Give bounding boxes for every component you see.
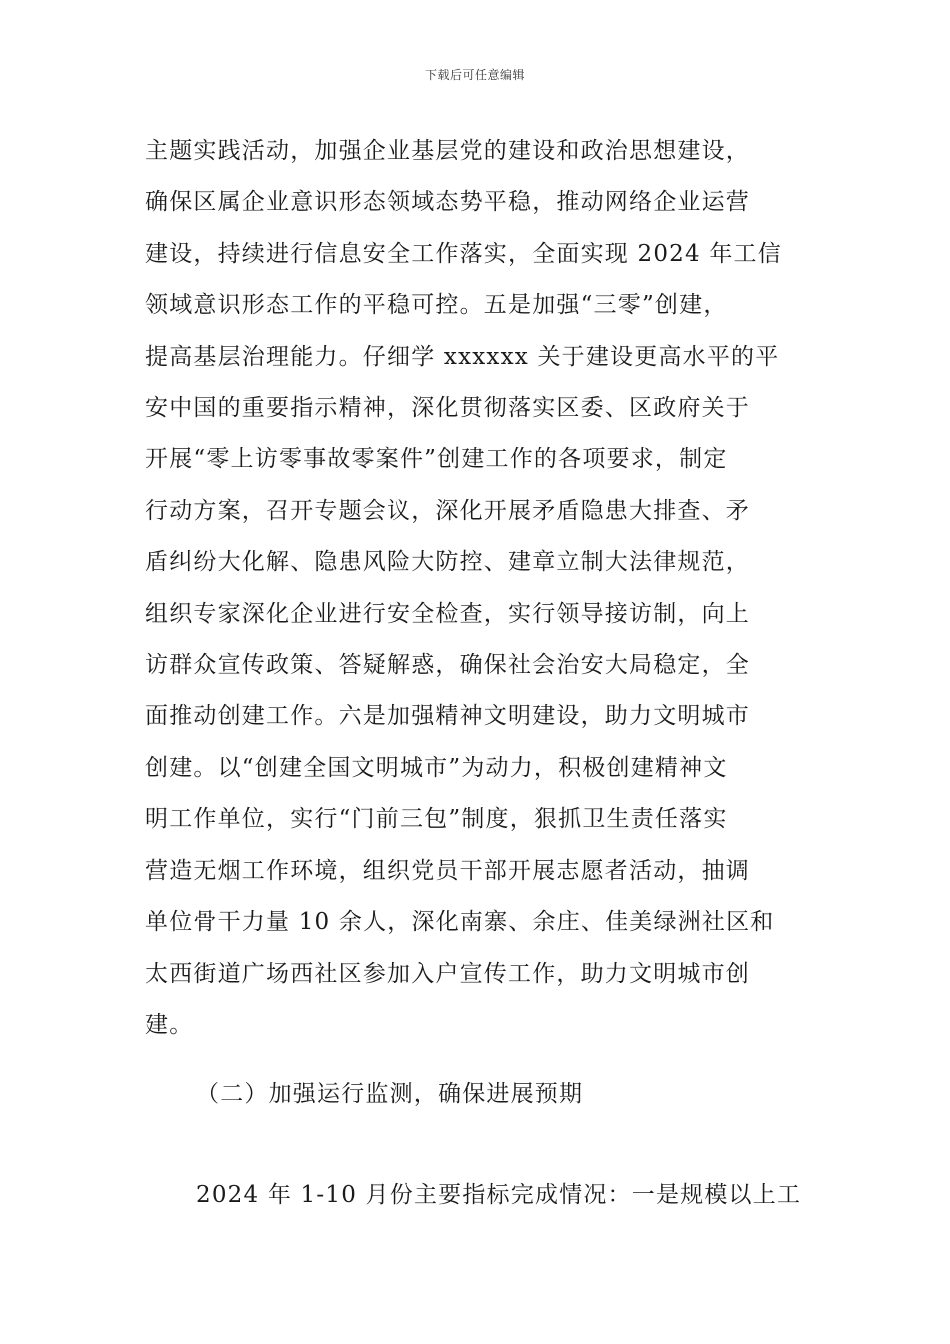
paragraph-line: 建设，持续进行信息安全工作落实，全面实现 2024 年工信 [145,240,782,267]
paragraph-line: 营造无烟工作环境，组织党员干部开展志愿者活动，抽调 [145,857,750,884]
paragraph-line: 明工作单位，实行“门前三包”制度，狠抓卫生责任落实 [145,806,728,833]
body-paragraph-start: 2024 年 1-10 月份主要指标完成情况：一是规模以上工 [196,1182,802,1208]
paragraph-line: 创建。以“创建全国文明城市”为动力，积极创建精神文 [145,754,728,781]
paragraph-line: 开展“零上访零事故零案件”创建工作的各项要求，制定 [145,446,728,473]
paragraph-line: 单位骨干力量 10 余人，深化南寨、余庄、佳美绿洲社区和 [145,909,775,936]
paragraph-line: 主题实践活动，加强企业基层党的建设和政治思想建设， [145,138,750,164]
paragraph-line: 建。 [145,1011,194,1038]
document-header-note: 下载后可任意编辑 [424,68,525,82]
paragraph-line: 安中国的重要指示精神，深化贯彻落实区委、区政府关于 [145,395,750,422]
paragraph-line: 盾纠纷大化解、隐患风险大防控、建章立制大法律规范， [145,549,750,576]
body-paragraph [145,126,810,1051]
paragraph-line: 确保区属企业意识形态领域态势平稳，推动网络企业运营 [145,189,750,216]
paragraph-line: 太西街道广场西社区参加入户宣传工作，助力文明城市创 [145,960,750,987]
paragraph-line: 行动方案，召开专题会议，深化开展矛盾隐患大排查、矛 [145,497,750,524]
section-heading: （二）加强运行监测，确保进展预期 [196,1081,584,1107]
paragraph-line: 组织专家深化企业进行安全检查，实行领导接访制，向上 [145,600,750,627]
paragraph-line: 面推动创建工作。六是加强精神文明建设，助力文明城市 [145,703,750,730]
paragraph-line: 提高基层治理能力。仔细学 xxxxxx 关于建设更高水平的平 [145,343,780,370]
paragraph-line: 访群众宣传政策、答疑解惑，确保社会治安大局稳定，全 [145,652,750,679]
paragraph-line: 领域意识形态工作的平稳可控。五是加强“三零”创建， [145,292,728,319]
